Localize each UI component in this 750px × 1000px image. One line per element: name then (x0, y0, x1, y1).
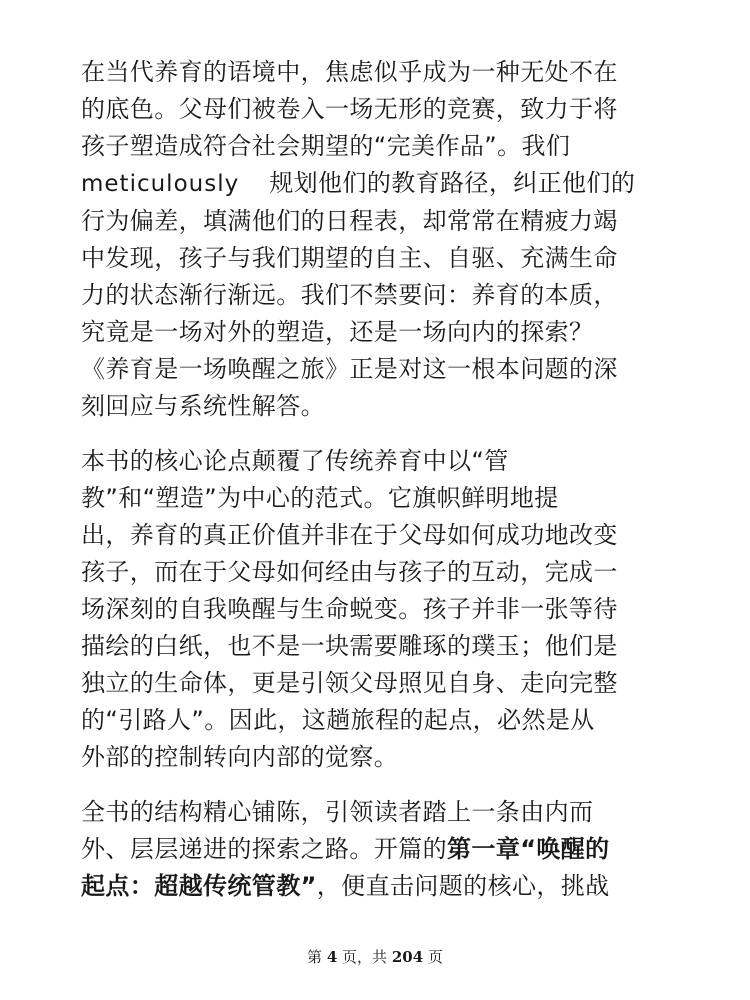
bold-chapter-title: 第一章“唤醒的 (447, 835, 610, 863)
current-page-number: 4 (326, 948, 338, 966)
text-line (81, 868, 671, 905)
text-line: 出，养育的真正价值并非在于父母如何成功地改变 (81, 521, 618, 549)
text-line: 全书的结构精心铺陈，引领读者踏上一条由内而 (81, 798, 594, 826)
text-line: 场深刻的自我唤醒与生命蜕变。孩子并非一张等待 (81, 595, 618, 623)
text-line: 孩子塑造成符合社会期望的“完美作品”。我们 (81, 132, 571, 160)
footer-prefix: 第 (307, 948, 323, 966)
text-line: 孩子，而在于父母如何经由与孩子的互动，完成一 (81, 558, 618, 586)
text-line (81, 831, 671, 868)
page-footer (0, 946, 750, 967)
footer-middle: 页，共 (342, 948, 388, 966)
text-line: 行为偏差，填满他们的日程表，却常常在精疲力竭 (81, 207, 618, 235)
text-segment: 外、层层递进的探索之路。开篇的 (81, 835, 447, 863)
text-line: 力的状态渐行渐远。我们不禁要问：养育的本质， (81, 281, 618, 309)
text-line: 本书的核心论点颠覆了传统养育中以“管 (81, 447, 509, 475)
text-line: 的“引路人”。因此，这趟旅程的起点，必然是从 (81, 706, 595, 734)
text-line: 独立的生命体，更是引领父母照见自身、走向完整 (81, 669, 618, 697)
text-line: 《养育是一场唤醒之旅》正是对这一根本问题的深 (81, 355, 618, 383)
latin-word: meticulously (81, 171, 240, 197)
body-text (81, 54, 671, 923)
paragraph-1 (81, 54, 671, 425)
text-line: 在当代养育的语境中，焦虑似乎成为一种无处不在 (81, 58, 618, 86)
text-line: 外部的控制转向内部的觉察。 (81, 743, 399, 771)
paragraph-3 (81, 794, 671, 905)
text-segment: ，便直击问题的核心，挑战 (316, 872, 610, 900)
text-line: 中发现，孩子与我们期望的自主、自驱、充满生命 (81, 244, 618, 272)
text-line: 教”和“塑造”为中心的范式。它旗帜鲜明地提 (81, 484, 559, 512)
paragraph-2 (81, 443, 671, 776)
total-page-number: 204 (391, 948, 424, 966)
text-line: 描绘的白纸，也不是一块需要雕琢的璞玉；他们是 (81, 632, 618, 660)
text-line: 究竟是一场对外的塑造，还是一场向内的探索？ (81, 318, 594, 346)
text-line (81, 165, 671, 203)
text-line: 刻回应与系统性解答。 (81, 392, 325, 420)
bold-chapter-title: 起点：超越传统管教” (81, 872, 317, 900)
text-segment: 规划他们的教育路径，纠正他们的 (269, 169, 636, 197)
footer-suffix: 页 (427, 948, 443, 966)
text-line: 的底色。父母们被卷入一场无形的竞赛，致力于将 (81, 95, 618, 123)
